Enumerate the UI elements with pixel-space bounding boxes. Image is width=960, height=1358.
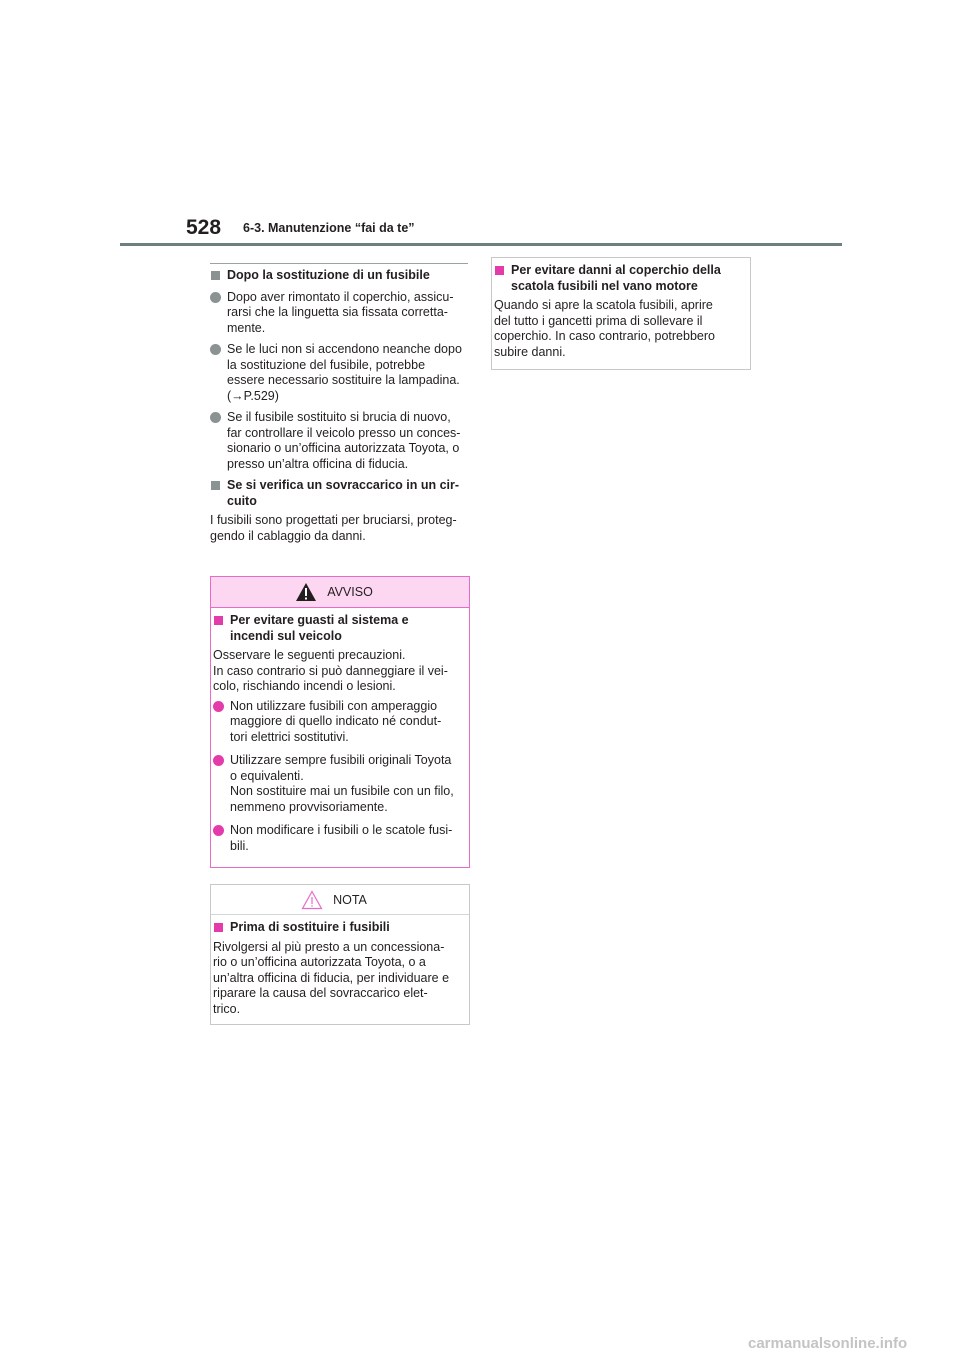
list-item: Se il fusibile sostituito si brucia di nuovo, far controllare il veicolo presso un conces- sionario o un’officina autorizzata Toyota, o presso un’altra officina di fiducia. <box>210 410 468 472</box>
warning-text: Osservare le seguenti precauzioni. In caso contrario si può danneggiare il vei- colo, rischiando incendi o lesioni. <box>213 648 448 693</box>
info-box <box>491 257 751 370</box>
note-heading: Prima di sostituire i fusibili <box>213 920 465 936</box>
section-heading: Dopo la sostituzione di un fusibile <box>210 268 468 284</box>
warning-header <box>211 577 469 608</box>
column-rule <box>210 263 468 264</box>
page-number: 528 <box>186 216 222 239</box>
header-rule <box>120 243 842 246</box>
section-heading: Se si verifica un sovraccarico in un cir- cuito <box>210 478 468 509</box>
info-text: Quando si apre la scatola fusibili, aprire del tutto i gancetti prima di sollevare il coperchio. In caso contrario, potrebbero subire danni. <box>494 298 715 359</box>
info-heading: Per evitare danni al coperchio della scatola fusibili nel vano motore <box>494 263 746 294</box>
note-label: NOTA <box>333 893 367 907</box>
left-column-text <box>210 268 468 544</box>
list-item: Non modificare i fusibili o le scatole fusi- bili. <box>213 823 465 854</box>
watermark: carmanualsonline.info <box>748 1335 908 1352</box>
note-box <box>210 884 470 1025</box>
list-item: Non utilizzare fusibili con amperaggio maggiore di quello indicato né condut- tori elettrici sostitutivi. <box>213 699 465 746</box>
list-item: Utilizzare sempre fusibili originali Toyota o equivalenti. Non sostituire mai un fusibile con un filo, nemmeno provvisoriamente. <box>213 753 465 815</box>
section-title: 6-3. Manutenzione “fai da te” <box>243 221 415 235</box>
note-text: Rivolgersi al più presto a un concessiona- rio o un’officina autorizzata Toyota, o a un’altra officina di fiducia, per individuare e riparare la causa del sovraccarico elet- trico. <box>213 939 450 1016</box>
warning-heading: Per evitare guasti al sistema e incendi sul veicolo <box>213 613 465 644</box>
note-header <box>211 885 469 915</box>
paragraph: I fusibili sono progettati per bruciarsi, proteg- gendo il cablaggio da danni. <box>210 513 457 543</box>
warning-label: AVVISO <box>327 585 373 599</box>
warning-box <box>210 576 470 868</box>
list-item: Dopo aver rimontato il coperchio, assicu- rarsi che la linguetta sia fissata corretta- mente. <box>210 290 468 337</box>
list-item: Se le luci non si accendono neanche dopo la sostituzione del fusibile, potrebbe essere necessario sostituire la lampadina. (→P.529) <box>210 342 468 404</box>
